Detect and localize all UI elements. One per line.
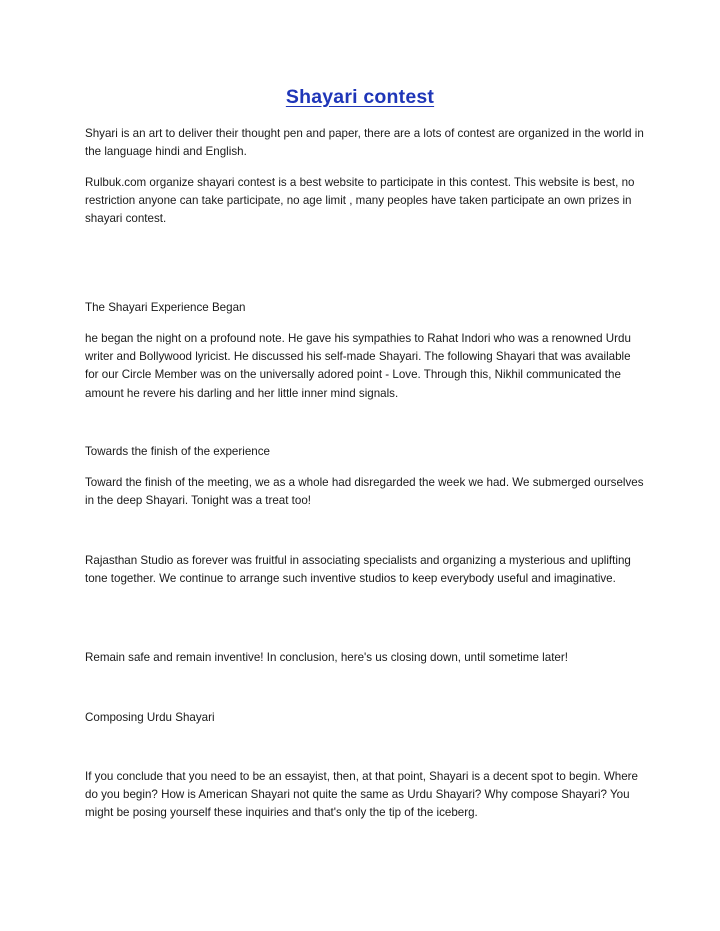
rulbuk-paragraph: Rulbuk.com organize shayari contest is a best website to participate in this contest. This website is best, no restriction anyone can take participate, no age limit , many peoples have taken participate an own prizes in shayari contest. — [85, 176, 635, 226]
intro-paragraph: Shyari is an art to deliver their thought pen and paper, there are a lots of contest are organized in the world in the language hindi and English. — [85, 127, 644, 159]
page-title: Shayari contest — [285, 86, 435, 108]
studio-paragraph: Rajasthan Studio as forever was fruitful in associating specialists and organizing a mysterious and uplifting tone together. We continue to arrange such inventive studios to keep everybody useful and imaginative. — [85, 554, 631, 586]
section-heading-experience-began: The Shayari Experience Began — [85, 301, 246, 314]
section-heading-urdu: Composing Urdu Shayari — [85, 711, 215, 724]
urdu-paragraph: If you conclude that you need to be an essayist, then, at that point, Shayari is a decent spot to begin. Where do you begin? How is American Shayari not quite the same as Urdu Shayari? Why compose Shayari? You might be posing yourself these inquiries and that's only the tip of the iceberg. — [85, 770, 638, 820]
closing-paragraph: Remain safe and remain inventive! In conclusion, here's us closing down, until sometime later! — [85, 651, 568, 664]
section-heading-finish: Towards the finish of the experience — [85, 445, 270, 458]
finish-paragraph: Toward the finish of the meeting, we as a whole had disregarded the week we had. We submerged ourselves in the deep Shayari. Tonight was a treat too! — [85, 476, 644, 508]
experience-paragraph: he began the night on a profound note. He gave his sympathies to Rahat Indori who was a renowned Urdu writer and Bollywood lyricist. He discussed his self-made Shayari. The following Shayari that was available for our Circle Member was on the universally adored point - Love. Through this, Nikhil communicated the amount he revere his darling and her little inner mind signals. — [85, 332, 631, 400]
